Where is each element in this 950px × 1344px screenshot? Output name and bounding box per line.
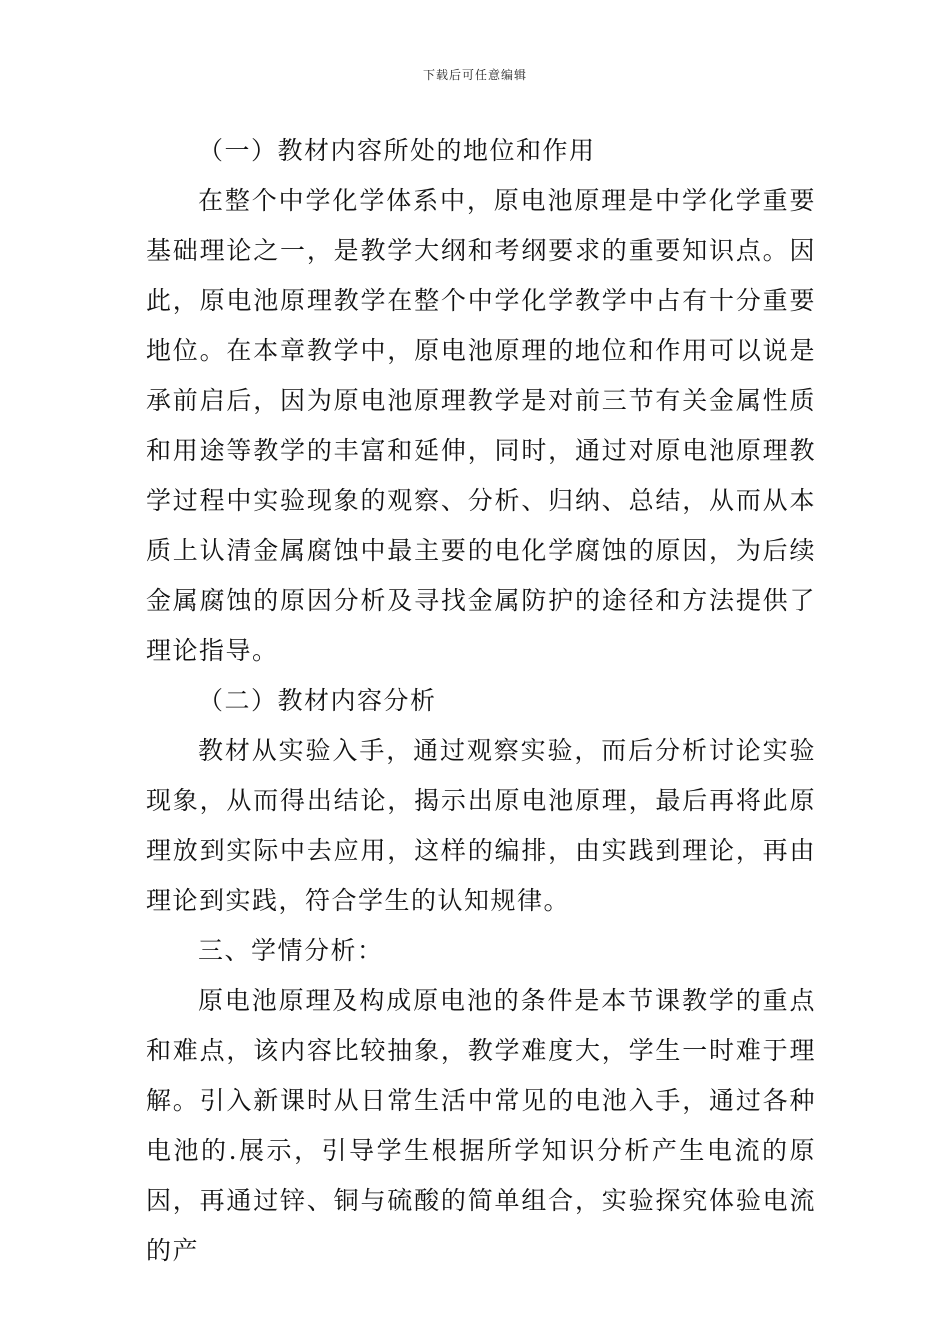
paragraph-3: 原电池原理及构成原电池的条件是本节课教学的重点和难点，该内容比较抽象，教学难度大，学生一时难于理解。引入新课时从日常生活中常见的电池入手，通过各种电池的.展示，引导学生根据所学知识分析产生电流的原因，再通过锌、铜与硫酸的简单组合，实验探究体验电流的产 [146, 986, 816, 1265]
paragraph-2: 教材从实验入手，通过观察实验，而后分析讨论实验现象，从而得出结论，揭示出原电池原理，最后再将此原理放到实际中去应用，这样的编排，由实践到理论，再由理论到实践，符合学生的认知规律。 [146, 736, 816, 915]
page-header: 下载后可任意编辑 [422, 68, 527, 82]
paragraph-1: 在整个中学化学体系中，原电池原理是中学化学重要基础理论之一，是教学大纲和考纲要求的重要知识点。因此，原电池原理教学在整个中学化学教学中占有十分重要地位。在本章教学中，原电池原理的地位和作用可以说是承前启后，因为原电池原理教学是对前三节有关金属性质和用途等教学的丰富和延伸，同时，通过对原电池原理教学过程中实验现象的观察、分析、归纳、总结，从而从本质上认清金属腐蚀中最主要的电化学腐蚀的原因，为后续金属腐蚀的原因分析及寻找金属防护的途径和方法提供了理论指导。 [146, 186, 816, 665]
section-heading-3: 三、学情分析： [198, 936, 384, 965]
section-heading-1: （一）教材内容所处的地位和作用 [198, 136, 596, 165]
section-heading-2: （二）教材内容分析 [198, 686, 437, 715]
document-body [146, 126, 816, 1276]
